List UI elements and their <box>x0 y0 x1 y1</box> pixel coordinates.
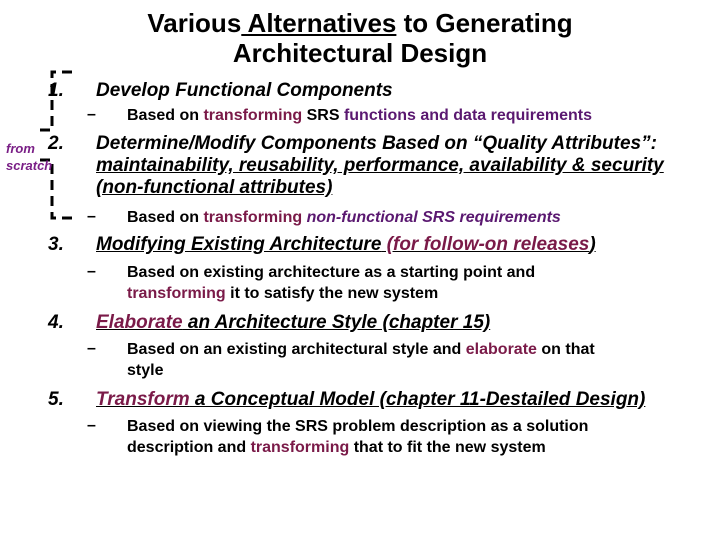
side-note-from-scratch: from scratch <box>6 141 53 173</box>
item-1-number: 1. <box>48 80 64 101</box>
item-1-subpoint: Based on transforming SRS functions and data requirements <box>127 107 592 124</box>
item-4-heading: Elaborate an Architecture Style (chapter 15) <box>96 312 491 333</box>
item-5-heading: Transform a Conceptual Model (chapter 11-Destailed Design) <box>96 389 646 410</box>
item-3-bullet: – <box>87 263 96 280</box>
item-2-bullet: – <box>87 208 96 225</box>
item-4-subpoint: Based on an existing architectural style and elaborate on that style <box>127 341 595 379</box>
item-2-heading: Determine/Modify Components Based on “Quality Attributes”: maintainability, reusability, performance, availability & security (non-functional attributes) <box>96 133 664 198</box>
item-3-heading: Modifying Existing Architecture (for follow-on releases) <box>96 234 596 255</box>
item-3-number: 3. <box>48 234 64 255</box>
item-5-bullet: – <box>87 417 96 434</box>
item-5-number: 5. <box>48 389 64 410</box>
item-2-subpoint: Based on transforming non-functional SRS requirements <box>127 209 561 226</box>
item-3-subpoint: Based on existing architecture as a starting point and transforming it to satisfy the new system <box>127 264 536 302</box>
item-5-subpoint: Based on viewing the SRS problem description as a solution description and transforming that to fit the new system <box>127 418 589 456</box>
item-2-number: 2. <box>48 133 64 154</box>
item-4-bullet: – <box>87 340 96 357</box>
page-title: Various Alternatives to Generating Architectural Design <box>147 8 573 68</box>
item-1-bullet: – <box>87 106 96 123</box>
item-4-number: 4. <box>48 312 64 333</box>
item-1-heading: Develop Functional Components <box>96 80 393 101</box>
